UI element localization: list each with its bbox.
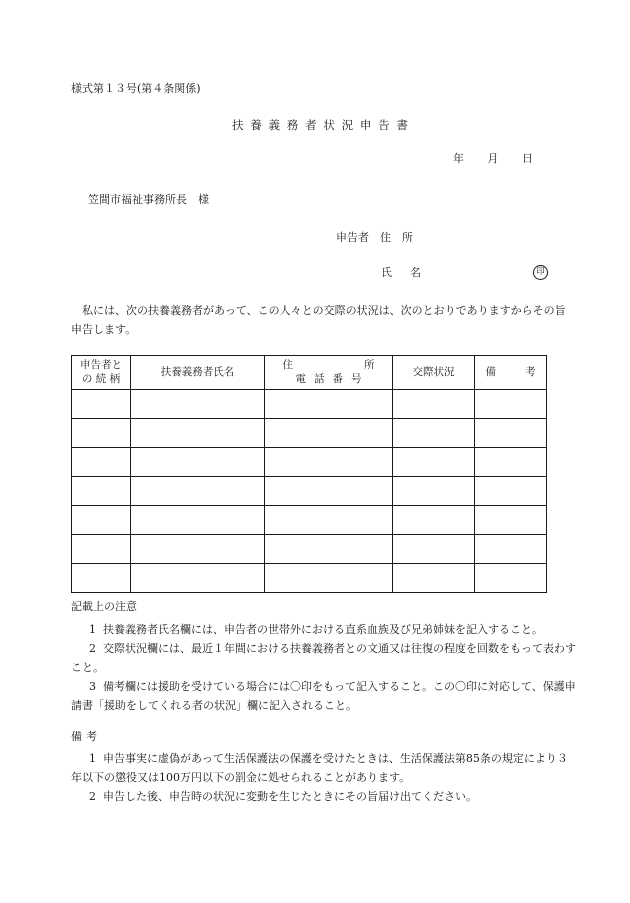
remark-number: 1 — [89, 752, 96, 765]
remark-text: 申告事実に虚偽があって生活保護法の保護を受けたときは、生活保護法第85条の規定により３年以下の懲役又は100万円以下の罰金に処せられることがあります。 — [71, 752, 568, 784]
table-row — [72, 448, 547, 477]
relation-cell[interactable] — [72, 477, 131, 506]
table-body — [72, 390, 547, 593]
remarks-title-char: 備 — [71, 730, 82, 743]
remarks-header — [475, 356, 547, 390]
relation-header-line: の 続 柄 — [81, 372, 121, 385]
phone-char: 話 — [314, 372, 325, 385]
name-cell[interactable] — [131, 564, 265, 593]
relation-cell[interactable] — [72, 419, 131, 448]
obligor-table — [71, 355, 547, 593]
address-phone-header — [265, 356, 393, 390]
note-number: 1 — [89, 623, 96, 636]
address-header — [283, 359, 375, 373]
contact-cell[interactable] — [393, 506, 475, 535]
contact-cell[interactable] — [393, 419, 475, 448]
name-cell[interactable] — [131, 390, 265, 419]
remarks-cell[interactable] — [475, 535, 547, 564]
address-cell[interactable] — [265, 535, 393, 564]
phone-char: 号 — [351, 372, 362, 385]
note-number: 2 — [89, 642, 96, 655]
relation-header — [72, 356, 131, 390]
address-cell[interactable] — [265, 390, 393, 419]
title-char: 義 — [268, 118, 281, 132]
remarks-title — [71, 730, 97, 744]
title-char: 者 — [305, 118, 317, 132]
remarks-cell[interactable] — [475, 419, 547, 448]
year-label: 年 — [453, 152, 464, 165]
relation-header-line: 申告者と — [80, 358, 122, 371]
remark-text: 申告した後、申告時の状況に変動を生じたときにその旨届け出てください。 — [103, 790, 477, 803]
note-number: 3 — [89, 680, 96, 693]
table-row — [72, 564, 547, 593]
table-row — [72, 506, 547, 535]
note-text: 交際状況欄には、最近１年間における扶養義務者との文通又は往復の程度を回数をもって表わすこと。 — [71, 642, 576, 674]
title-char: 況 — [341, 118, 354, 132]
remark-number: 2 — [89, 790, 96, 803]
remarks-char: 備 — [485, 365, 496, 378]
name-header: 扶養義務者氏名 — [131, 356, 265, 390]
seal-icon: 印 — [533, 265, 548, 280]
remarks-char: 考 — [525, 365, 536, 378]
table-row — [72, 535, 547, 564]
name-cell[interactable] — [131, 477, 265, 506]
name-cell[interactable] — [131, 535, 265, 564]
declaration-text: 私には、次の扶養義務者があって、この人々との交際の状況は、次のとおりでありますからその旨申告します。 — [71, 304, 566, 336]
remark-item — [71, 749, 576, 787]
contact-cell[interactable] — [393, 477, 475, 506]
note-item — [71, 639, 576, 677]
address-cell[interactable] — [265, 419, 393, 448]
note-item — [71, 677, 576, 715]
title-char: 務 — [286, 118, 299, 132]
phone-char: 番 — [332, 372, 343, 385]
relation-cell[interactable] — [72, 564, 131, 593]
table-row — [72, 419, 547, 448]
address-char: 所 — [364, 358, 375, 371]
address-cell[interactable] — [265, 448, 393, 477]
relation-cell[interactable] — [72, 506, 131, 535]
month-label: 月 — [487, 152, 499, 165]
document-title — [232, 118, 408, 133]
address-cell[interactable] — [265, 477, 393, 506]
remarks-cell[interactable] — [475, 390, 547, 419]
name-cell[interactable] — [131, 419, 265, 448]
phone-header — [296, 373, 362, 387]
relation-cell[interactable] — [72, 535, 131, 564]
table-row — [72, 477, 547, 506]
applicant-name-label — [381, 266, 421, 280]
form-number: 様式第１３号(第４条関係) — [71, 82, 201, 95]
remarks-cell[interactable] — [475, 506, 547, 535]
relation-cell[interactable] — [72, 448, 131, 477]
name-char: 名 — [410, 266, 421, 279]
address-char: 住 — [282, 358, 293, 371]
address-cell[interactable] — [265, 564, 393, 593]
note-text: 扶養義務者氏名欄には、申告者の世帯外における直系血族及び兄弟姉妹を記入すること。 — [103, 623, 543, 636]
contact-status-header: 交際状況 — [393, 356, 475, 390]
note-text: 備考欄には援助を受けている場合には〇印をもって記入すること。この〇印に対応して、保護申請書「援助をしてくれる者の状況」欄に記入されること。 — [71, 680, 576, 712]
remarks-cell[interactable] — [475, 448, 547, 477]
name-cell[interactable] — [131, 506, 265, 535]
title-char: 状 — [323, 118, 335, 132]
title-char: 養 — [250, 118, 262, 132]
remark-item — [71, 787, 576, 806]
title-char: 扶 — [232, 118, 244, 132]
relation-cell[interactable] — [72, 390, 131, 419]
day-label: 日 — [522, 152, 533, 165]
notes-title: 記載上の注意 — [71, 600, 137, 613]
applicant-address-label: 申告者 住 所 — [336, 231, 413, 244]
note-item — [71, 620, 576, 639]
table-row — [72, 390, 547, 419]
table-header-row — [72, 356, 547, 390]
remarks-header-chars — [486, 366, 536, 380]
address-cell[interactable] — [265, 506, 393, 535]
date-line — [453, 152, 533, 166]
contact-cell[interactable] — [393, 564, 475, 593]
remarks-cell[interactable] — [475, 477, 547, 506]
title-char: 告 — [378, 118, 390, 132]
title-char: 申 — [359, 118, 372, 132]
contact-cell[interactable] — [393, 448, 475, 477]
name-cell[interactable] — [131, 448, 265, 477]
title-char: 書 — [396, 118, 408, 132]
name-char: 氏 — [381, 266, 392, 279]
recipient-line: 笠間市福祉事務所長 様 — [88, 193, 209, 206]
contact-cell[interactable] — [393, 390, 475, 419]
contact-cell[interactable] — [393, 535, 475, 564]
remarks-title-char: 考 — [86, 730, 97, 743]
phone-char: 電 — [295, 372, 306, 385]
remarks-cell[interactable] — [475, 564, 547, 593]
